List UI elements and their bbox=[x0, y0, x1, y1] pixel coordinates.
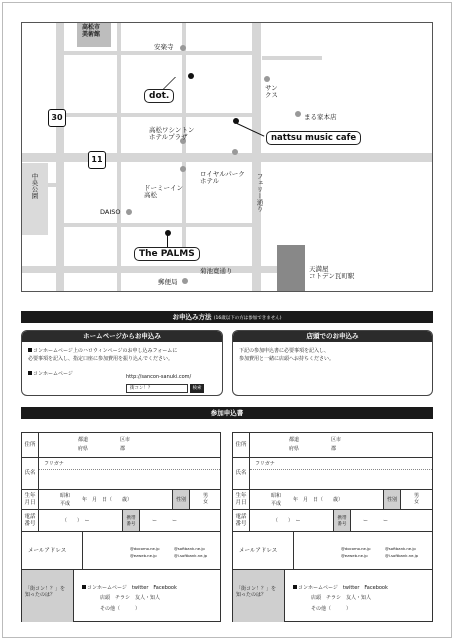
era-showa: 昭和 bbox=[271, 493, 282, 499]
post-office-marker bbox=[182, 278, 188, 284]
source-question: 「街コン！？」を 知ったのは？ bbox=[233, 570, 285, 622]
store-apply-heading: 店頭でのお申込み bbox=[233, 331, 432, 342]
address-row bbox=[233, 433, 432, 457]
marugame-marker bbox=[295, 111, 301, 117]
name-label: 氏名 bbox=[233, 458, 250, 489]
mobile-format[interactable]: ー ー bbox=[152, 518, 178, 524]
web-apply-box bbox=[21, 330, 223, 396]
form-header: 参加申込書 bbox=[21, 407, 433, 419]
carrier-softbank: @softbank.ne.jp bbox=[385, 546, 416, 551]
carrier-isoftbank: @i.softbank.ne.jp bbox=[174, 553, 208, 558]
ananji-marker bbox=[180, 45, 186, 51]
daiso-label: DAISO bbox=[100, 208, 121, 216]
carrier-docomo: @docomo.ne.jp bbox=[130, 546, 160, 551]
route-11-sign-icon: 11 bbox=[88, 151, 106, 169]
route-30-sign-icon: 30 bbox=[48, 109, 66, 127]
road-kikuchi bbox=[22, 266, 282, 273]
source-options-1[interactable]: コンホームページ twitter Facebook bbox=[293, 585, 388, 591]
web-url[interactable]: http://sancon-sanuki.com/ bbox=[126, 374, 192, 380]
phone-label: 電話 番号 bbox=[22, 510, 39, 531]
web-apply-text-1: コンホームページ上のハロウィンページのお申し込みフォームに bbox=[28, 348, 177, 354]
royal-park-marker bbox=[232, 149, 238, 155]
nattsu-callout: nattsu music cafe bbox=[266, 131, 361, 145]
web-apply-text-2: 必要事項を記入し、指定口座に参加費用を振り込んでください。 bbox=[28, 356, 174, 362]
address-opt-4: 郡 bbox=[331, 446, 337, 452]
apply-title-note: (16歳以下の方は参加できません) bbox=[213, 316, 282, 321]
dot-callout: dot. bbox=[144, 89, 174, 103]
phone-label: 電話 番号 bbox=[233, 510, 250, 531]
address-opt-1: 都道 bbox=[289, 437, 300, 443]
source-options-2[interactable]: 店頭 チラシ 友人・知人 bbox=[311, 595, 372, 601]
store-apply-text-1: 下記の参加申込書に必要事項を記入し、 bbox=[239, 348, 330, 354]
apply-header bbox=[21, 311, 433, 323]
post-office-label: 郵便局 bbox=[158, 278, 178, 286]
web-apply-label: コンホームページ bbox=[28, 371, 73, 377]
email-divider bbox=[82, 532, 83, 569]
furigana-label: フリガナ bbox=[255, 461, 275, 467]
source-options-1[interactable]: コンホームページ twitter Facebook bbox=[82, 585, 177, 591]
era-heisei: 平成 bbox=[60, 501, 71, 507]
source-options-3[interactable]: その他（ ） bbox=[100, 606, 141, 612]
address-opt-2: 区市 bbox=[331, 437, 342, 443]
address-opt-2: 区市 bbox=[120, 437, 131, 443]
marugame-label: まる家本店 bbox=[304, 113, 337, 121]
era-showa: 昭和 bbox=[60, 493, 71, 499]
name-row bbox=[22, 457, 220, 489]
road-minor-h5 bbox=[64, 291, 252, 292]
station-label: 天満屋 コトデン瓦町駅 bbox=[309, 265, 355, 281]
carrier-softbank: @softbank.ne.jp bbox=[174, 546, 205, 551]
gender-options[interactable]: 男 女 bbox=[414, 493, 420, 505]
phone-format[interactable]: （ ） ー bbox=[273, 518, 301, 524]
store-apply-box bbox=[232, 330, 433, 396]
birth-label: 生年 月日 bbox=[233, 490, 250, 509]
birth-row bbox=[233, 489, 432, 509]
ananji-label: 安楽寺 bbox=[154, 43, 174, 51]
store-apply-text-2: 参加費用と一緒に店頭へお持ちください。 bbox=[239, 356, 335, 362]
furigana-divider bbox=[250, 469, 432, 470]
address-label: 住所 bbox=[233, 433, 250, 457]
station-building bbox=[277, 245, 305, 292]
furigana-label: フリガナ bbox=[44, 461, 64, 467]
name-label: 氏名 bbox=[22, 458, 39, 489]
phone-format[interactable]: （ ） ー bbox=[62, 518, 90, 524]
palms-callout: The PALMS bbox=[134, 247, 200, 261]
source-options-3[interactable]: その他（ ） bbox=[311, 606, 352, 612]
birth-ymd: 年 月 日（ 歳） bbox=[293, 497, 344, 503]
sanks-label: サン クス bbox=[265, 84, 278, 100]
road-ferry bbox=[252, 23, 264, 292]
mobile-label: 携帯 番号 bbox=[122, 510, 140, 531]
gender-options[interactable]: 男 女 bbox=[203, 493, 209, 505]
era-heisei: 平成 bbox=[271, 501, 282, 507]
palms-marker bbox=[165, 230, 171, 236]
road-minor-h1 bbox=[64, 51, 254, 55]
dot-leader bbox=[163, 77, 195, 89]
gender-label: 性別 bbox=[172, 490, 190, 509]
address-opt-4: 郡 bbox=[120, 446, 126, 452]
access-map bbox=[21, 22, 433, 292]
birth-row bbox=[22, 489, 220, 509]
washington-label: 高松ワシントン ホテルプラザ bbox=[149, 126, 195, 142]
road-route-30 bbox=[56, 23, 64, 292]
application-form-left bbox=[21, 432, 221, 622]
road-minor-h2 bbox=[64, 113, 252, 117]
email-label: メールアドレス bbox=[28, 548, 67, 554]
daiso-marker bbox=[126, 209, 132, 215]
road-route-11 bbox=[22, 153, 433, 162]
carrier-ezweb: @ezweb.ne.jp bbox=[341, 553, 368, 558]
gender-label: 性別 bbox=[383, 490, 401, 509]
dormy-marker bbox=[180, 166, 186, 172]
phone-row bbox=[233, 509, 432, 531]
address-label: 住所 bbox=[22, 433, 39, 457]
ferry-label: フェリー通り bbox=[255, 173, 264, 212]
search-input[interactable]: 街コン！？ bbox=[126, 384, 188, 393]
application-form-right bbox=[232, 432, 433, 622]
road-minor-v1 bbox=[117, 23, 121, 292]
carrier-ezweb: @ezweb.ne.jp bbox=[130, 553, 157, 558]
web-apply-heading: ホームページからお申込み bbox=[22, 331, 222, 342]
mobile-label: 携帯 番号 bbox=[333, 510, 351, 531]
road-minor bbox=[64, 223, 252, 227]
phone-row bbox=[22, 509, 220, 531]
email-label: メールアドレス bbox=[239, 548, 278, 554]
mobile-format[interactable]: ー ー bbox=[363, 518, 389, 524]
apply-title: お申込み方法 bbox=[172, 313, 212, 321]
dormy-label: ドーミーイン 高松 bbox=[144, 184, 183, 200]
birth-ymd: 年 月 日（ 歳） bbox=[82, 497, 133, 503]
museum-label: 高松市 美術館 bbox=[82, 24, 101, 38]
email-divider bbox=[293, 532, 294, 569]
name-row bbox=[233, 457, 432, 489]
source-row bbox=[233, 569, 432, 622]
furigana-divider bbox=[39, 469, 220, 470]
email-row bbox=[233, 531, 432, 569]
source-row bbox=[22, 569, 220, 622]
palms-leader bbox=[167, 235, 168, 247]
address-opt-3: 府県 bbox=[289, 446, 300, 452]
search-button[interactable]: 検索 bbox=[190, 384, 204, 393]
road-minor-h3 bbox=[262, 56, 322, 60]
chuo-park-label: 中央公園 bbox=[30, 173, 39, 199]
birth-label: 生年 月日 bbox=[22, 490, 39, 509]
sanks-marker bbox=[264, 76, 270, 82]
address-opt-3: 府県 bbox=[78, 446, 89, 452]
address-row bbox=[22, 433, 220, 457]
carrier-docomo: @docomo.ne.jp bbox=[341, 546, 371, 551]
carrier-isoftbank: @i.softbank.ne.jp bbox=[385, 553, 419, 558]
royal-park-label: ロイヤルパーク ホテル bbox=[200, 170, 245, 186]
address-opt-1: 都道 bbox=[78, 437, 89, 443]
source-question: 「街コン！？」を 知ったのは？ bbox=[22, 570, 74, 622]
source-options-2[interactable]: 店頭 チラシ 友人・知人 bbox=[100, 595, 161, 601]
kikuchi-label: 菊池寛通り bbox=[200, 267, 233, 275]
email-row bbox=[22, 531, 220, 569]
